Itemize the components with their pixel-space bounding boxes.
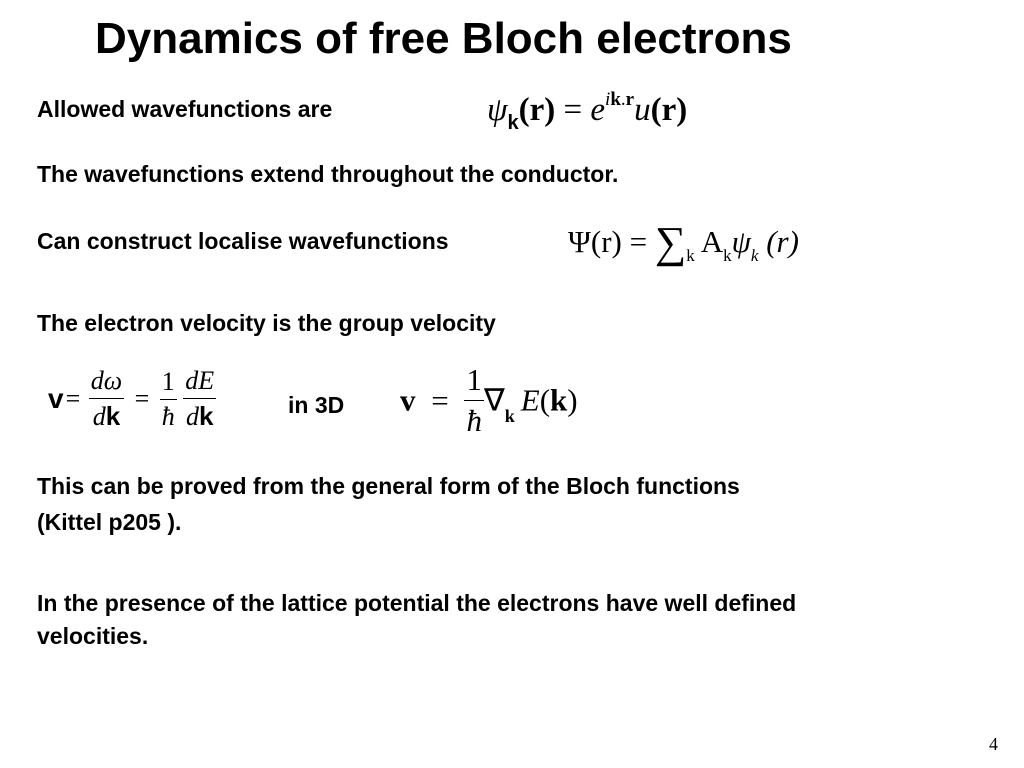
dk-denominator-d: d bbox=[92, 402, 106, 431]
close-paren: ) bbox=[567, 382, 578, 418]
wavevector-k: k bbox=[550, 382, 568, 418]
dE-dk-fraction bbox=[183, 366, 216, 432]
equals-sign-1: = bbox=[65, 384, 81, 413]
proved-text-line-2: (Kittel p205 ). bbox=[37, 509, 182, 535]
exp-k: k bbox=[610, 89, 621, 110]
dk2-denominator-k: k bbox=[198, 401, 214, 431]
dk2-denominator-d: d bbox=[185, 402, 199, 431]
equals-sign: = bbox=[629, 224, 648, 259]
A-subscript: k bbox=[723, 246, 732, 265]
rhs-arg: (r) bbox=[650, 92, 688, 128]
exp-dot: . bbox=[620, 89, 626, 110]
equals-sign-2: = bbox=[134, 384, 150, 413]
slide-title: Dynamics of free Bloch electrons bbox=[95, 14, 792, 63]
sum-subscript: k bbox=[686, 246, 695, 265]
nabla-subscript: k bbox=[504, 405, 515, 426]
bloch-equation bbox=[487, 90, 687, 135]
A-coefficient: A bbox=[700, 224, 724, 259]
u-function: u bbox=[634, 92, 651, 128]
construct-text: Can construct localise wavefunctions bbox=[37, 228, 449, 254]
proved-text-line-1: This can be proved from the general form of the Bloch functions bbox=[37, 473, 740, 499]
gradient-equation bbox=[400, 362, 578, 439]
dw-dk-fraction bbox=[89, 366, 124, 432]
nabla-symbol: ∇ bbox=[483, 382, 505, 418]
packet-equation bbox=[568, 218, 799, 267]
one-numerator-3d: 1 bbox=[464, 362, 484, 401]
exp-r: r bbox=[625, 89, 635, 110]
equals-sign-3d: = bbox=[431, 382, 449, 418]
in-3d-text: in 3D bbox=[288, 392, 345, 418]
sum-symbol: ∑ bbox=[654, 218, 687, 267]
one-over-hbar-3d bbox=[464, 362, 484, 439]
lhs-arg: (r) bbox=[518, 92, 556, 128]
psi-symbol: ψ bbox=[487, 92, 508, 128]
Psi-arg: (r) bbox=[590, 224, 622, 259]
dk-denominator-k: k bbox=[105, 401, 121, 431]
exp-base: e bbox=[590, 92, 606, 128]
velocity-symbol-3d: v bbox=[400, 382, 416, 418]
allowed-text: Allowed wavefunctions are bbox=[37, 96, 333, 122]
group-velocity-equation bbox=[48, 366, 216, 432]
dE-numerator: dE bbox=[183, 366, 216, 399]
presence-text-line-2: velocities. bbox=[37, 623, 149, 649]
psi-subscript: k bbox=[507, 112, 519, 134]
velocity-symbol: v bbox=[48, 383, 64, 414]
energy-symbol: E bbox=[520, 382, 540, 418]
equals-sign: = bbox=[563, 92, 583, 128]
one-over-hbar-fraction bbox=[160, 367, 177, 432]
extend-text: The wavefunctions extend throughout the conductor. bbox=[37, 161, 619, 187]
hbar-denominator: ħ bbox=[161, 401, 175, 431]
psi-subscript: k bbox=[750, 246, 759, 265]
packet-arg: (r) bbox=[766, 224, 799, 259]
exp-i: i bbox=[605, 89, 611, 110]
presence-text-line-1: In the presence of the lattice potential the electrons have well defined bbox=[37, 590, 797, 616]
velocity-text: The electron velocity is the group velocity bbox=[37, 310, 496, 336]
Psi-symbol: Ψ bbox=[568, 224, 591, 259]
open-paren: ( bbox=[539, 382, 551, 418]
dw-numerator: dω bbox=[89, 366, 124, 399]
hbar-denominator-3d: ħ bbox=[466, 403, 482, 438]
psi-symbol: ψ bbox=[731, 224, 751, 259]
page-number: 4 bbox=[989, 734, 998, 754]
one-numerator: 1 bbox=[160, 367, 177, 400]
